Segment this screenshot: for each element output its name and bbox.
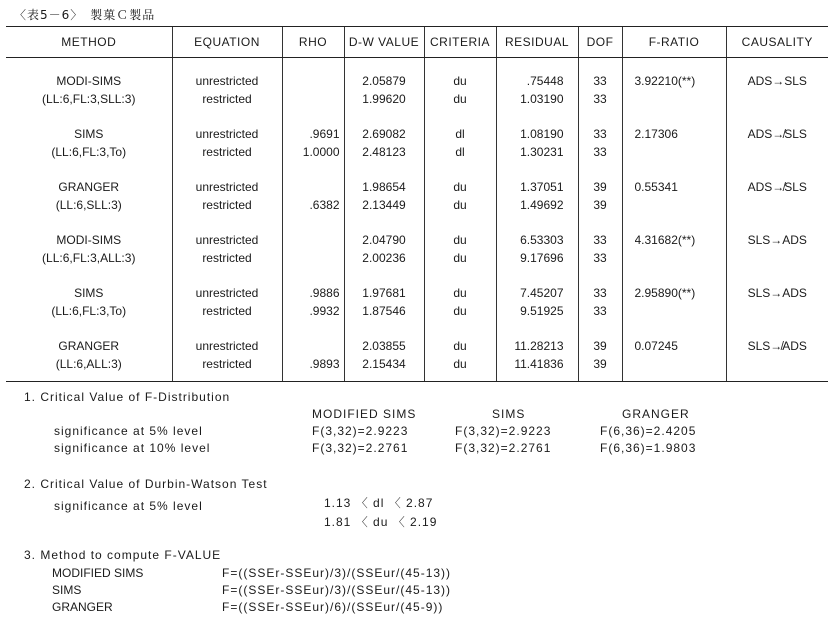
residual-line: 11.41836 <box>514 356 564 371</box>
criteria-line: du <box>453 250 467 265</box>
residual-line: 1.37051 <box>520 179 564 194</box>
method-line: (LL:6,FL:3,SLL:3) <box>42 91 136 106</box>
method-line: (LL:6,FL:3,To) <box>51 303 127 318</box>
cell-f-ratio <box>622 328 726 382</box>
header-residual: RESIDUAL <box>496 27 578 58</box>
criteria-line: dl <box>455 144 465 159</box>
dof-line: 39 <box>593 356 607 371</box>
causality-value: SLS→ADS <box>747 232 807 247</box>
dw-line: 1.87546 <box>362 303 406 318</box>
cell-equation <box>172 116 282 169</box>
cell-dof <box>578 275 622 328</box>
equation-line: restricted <box>202 197 252 212</box>
equation-line: restricted <box>202 144 252 159</box>
cell-residual <box>496 222 578 275</box>
dof-line: 39 <box>593 179 607 194</box>
cell-residual <box>496 58 578 117</box>
rho-line <box>283 72 340 90</box>
method-line: (LL:6,FL:3,ALL:3) <box>42 250 136 265</box>
note1-row2-v3: F(6,36)=1.9803 <box>600 441 697 455</box>
table-row <box>6 222 828 275</box>
rho-line: .9893 <box>309 356 340 371</box>
rho-line: .9691 <box>309 126 340 141</box>
residual-line: 7.45207 <box>520 285 564 300</box>
equation-line: unrestricted <box>195 179 259 194</box>
criteria-line: du <box>453 303 467 318</box>
note1-row1-label: significance at 5% level <box>54 424 203 438</box>
header-equation: EQUATION <box>172 27 282 58</box>
header-method: METHOD <box>6 27 172 58</box>
residual-line: 1.03190 <box>520 91 564 106</box>
cell-criteria <box>424 222 496 275</box>
cell-residual <box>496 116 578 169</box>
dw-line: 2.48123 <box>362 144 406 159</box>
note3-method-modified-sims: MODIFIED SIMS <box>52 566 144 580</box>
method-line: (LL:6,SLL:3) <box>55 197 122 212</box>
cell-dof <box>578 116 622 169</box>
cell-equation <box>172 58 282 117</box>
table-row <box>6 58 828 117</box>
cell-dof <box>578 328 622 382</box>
cell-criteria <box>424 169 496 222</box>
criteria-line: du <box>453 91 467 106</box>
cell-criteria <box>424 328 496 382</box>
cell-causality <box>726 58 828 117</box>
criteria-line: du <box>453 179 467 194</box>
causality-value: ADS↛SLS <box>747 126 807 141</box>
results-table <box>6 26 828 382</box>
criteria-line: du <box>453 197 467 212</box>
equation-line: restricted <box>202 356 252 371</box>
method-line: SIMS <box>74 285 104 300</box>
dof-line: 33 <box>593 73 607 88</box>
dw-line: 2.69082 <box>362 126 406 141</box>
equation-line: restricted <box>202 91 252 106</box>
f-ratio-value: 2.17306 <box>634 126 678 141</box>
dw-line: 2.04790 <box>362 232 406 247</box>
dof-line: 33 <box>593 285 607 300</box>
dw-line: 2.13449 <box>362 197 406 212</box>
residual-line: 11.28213 <box>514 338 564 353</box>
equation-line: unrestricted <box>195 126 259 141</box>
note1-row2-v1: F(3,32)=2.2761 <box>312 441 409 455</box>
cell-causality <box>726 222 828 275</box>
causality-value: SLS→ADS <box>747 285 807 300</box>
note3-method-granger: GRANGER <box>52 600 113 614</box>
cell-rho <box>282 275 344 328</box>
causality-value: ADS→SLS <box>747 73 807 88</box>
note1-row2-label: significance at 10% level <box>54 441 211 455</box>
residual-line: .75448 <box>526 73 564 88</box>
cell-dw <box>344 328 424 382</box>
dof-line: 39 <box>593 197 607 212</box>
table-caption: 〈表5－6〉 製菓Ｃ製品 <box>14 8 156 22</box>
cell-method <box>6 328 172 382</box>
cell-dw <box>344 169 424 222</box>
criteria-line: du <box>453 338 467 353</box>
cell-equation <box>172 169 282 222</box>
cell-method <box>6 222 172 275</box>
dof-line: 33 <box>593 126 607 141</box>
cell-causality <box>726 116 828 169</box>
dw-line: 1.97681 <box>362 285 406 300</box>
cell-criteria <box>424 116 496 169</box>
criteria-line: dl <box>455 126 465 141</box>
cell-f-ratio <box>622 222 726 275</box>
rho-line: 1.0000 <box>302 144 340 159</box>
cell-equation <box>172 328 282 382</box>
note2-line2: 1.81 〈 du 〈 2.19 <box>324 515 438 529</box>
method-line: SIMS <box>74 126 104 141</box>
cell-rho <box>282 222 344 275</box>
note1-col-sims: SIMS <box>492 407 526 421</box>
equation-line: unrestricted <box>195 285 259 300</box>
cell-causality <box>726 328 828 382</box>
cell-f-ratio <box>622 169 726 222</box>
criteria-line: du <box>453 285 467 300</box>
residual-line: 1.08190 <box>520 126 564 141</box>
cell-criteria <box>424 275 496 328</box>
rho-line: .6382 <box>309 197 340 212</box>
table-row <box>6 275 828 328</box>
method-line: (LL:6,FL:3,To) <box>51 144 127 159</box>
cell-residual <box>496 328 578 382</box>
note1-col-granger: GRANGER <box>622 407 690 421</box>
cell-equation <box>172 222 282 275</box>
dof-line: 33 <box>593 232 607 247</box>
f-ratio-value: 0.55341 <box>634 179 678 194</box>
residual-line: 1.49692 <box>520 197 564 212</box>
equation-line: restricted <box>202 303 252 318</box>
dw-line: 1.98654 <box>362 179 406 194</box>
residual-line: 1.30231 <box>520 144 564 159</box>
cell-dw <box>344 222 424 275</box>
method-line: GRANGER <box>58 179 120 194</box>
header-f-ratio: F-RATIO <box>622 27 726 58</box>
table-row <box>6 116 828 169</box>
cell-dof <box>578 169 622 222</box>
note3-title: 3. Method to compute F-VALUE <box>24 548 222 562</box>
cell-dw <box>344 116 424 169</box>
cell-dof <box>578 58 622 117</box>
rho-line <box>283 90 340 108</box>
cell-criteria <box>424 58 496 117</box>
cell-method <box>6 116 172 169</box>
cell-dof <box>578 222 622 275</box>
residual-line: 9.17696 <box>520 250 564 265</box>
rho-line <box>283 249 340 267</box>
dw-line: 1.99620 <box>362 91 406 106</box>
header-row <box>6 27 828 58</box>
f-ratio-value: 4.31682(**) <box>634 232 696 247</box>
f-ratio-value: 2.95890(**) <box>634 285 696 300</box>
note1-title: 1. Critical Value of F-Distribution <box>24 390 231 404</box>
note1-row1-v2: F(3,32)=2.9223 <box>455 424 552 438</box>
note3-formula-sims: F=((SSEr-SSEur)/3)/(SSEur/(45-13)) <box>222 583 452 597</box>
method-line: GRANGER <box>58 338 120 353</box>
f-ratio-value: 0.07245 <box>634 338 678 353</box>
header-criteria: CRITERIA <box>424 27 496 58</box>
dof-line: 33 <box>593 303 607 318</box>
criteria-line: du <box>453 232 467 247</box>
dw-line: 2.05879 <box>362 73 406 88</box>
cell-dw <box>344 275 424 328</box>
header-rho: RHO <box>282 27 344 58</box>
cell-rho <box>282 116 344 169</box>
cell-causality <box>726 275 828 328</box>
cell-method <box>6 58 172 117</box>
note1-row2-v2: F(3,32)=2.2761 <box>455 441 552 455</box>
rho-line <box>283 231 340 249</box>
rho-line: .9886 <box>309 285 340 300</box>
cell-dw <box>344 58 424 117</box>
cell-method <box>6 169 172 222</box>
note2-line1: 1.13 〈 dl 〈 2.87 <box>324 496 434 510</box>
dw-line: 2.15434 <box>362 356 406 371</box>
cell-rho <box>282 169 344 222</box>
dof-line: 39 <box>593 338 607 353</box>
header-dw-value: D-W VALUE <box>344 27 424 58</box>
cell-equation <box>172 275 282 328</box>
f-ratio-value: 3.92210(**) <box>634 73 696 88</box>
note3-method-sims: SIMS <box>52 583 82 597</box>
criteria-line: du <box>453 73 467 88</box>
note3-formula-modified-sims: F=((SSEr-SSEur)/3)/(SSEur/(45-13)) <box>222 566 452 580</box>
equation-line: unrestricted <box>195 73 259 88</box>
dof-line: 33 <box>593 91 607 106</box>
equation-line: unrestricted <box>195 338 259 353</box>
header-causality: CAUSALITY <box>726 27 828 58</box>
cell-causality <box>726 169 828 222</box>
note2-label: significance at 5% level <box>54 499 203 513</box>
note2-title: 2. Critical Value of Durbin-Watson Test <box>24 477 268 491</box>
criteria-line: du <box>453 356 467 371</box>
cell-residual <box>496 275 578 328</box>
cell-method <box>6 275 172 328</box>
rho-line <box>283 337 340 355</box>
dof-line: 33 <box>593 250 607 265</box>
rho-line <box>283 178 340 196</box>
method-line: (LL:6,ALL:3) <box>55 356 122 371</box>
dw-line: 2.00236 <box>362 250 406 265</box>
cell-f-ratio <box>622 275 726 328</box>
method-line: MODI-SIMS <box>56 232 122 247</box>
cell-residual <box>496 169 578 222</box>
table-row <box>6 328 828 382</box>
dof-line: 33 <box>593 144 607 159</box>
note1-row1-v1: F(3,32)=2.9223 <box>312 424 409 438</box>
method-line: MODI-SIMS <box>56 73 122 88</box>
cell-f-ratio <box>622 58 726 117</box>
header-dof: DOF <box>578 27 622 58</box>
note1-row1-v3: F(6,36)=2.4205 <box>600 424 697 438</box>
rho-line: .9932 <box>309 303 340 318</box>
equation-line: unrestricted <box>195 232 259 247</box>
causality-value: SLS↛ADS <box>747 338 807 353</box>
note1-col-modified-sims: MODIFIED SIMS <box>312 407 417 421</box>
equation-line: restricted <box>202 250 252 265</box>
note3-formula-granger: F=((SSEr-SSEur)/6)/(SSEur/(45-9)) <box>222 600 444 614</box>
residual-line: 6.53303 <box>520 232 564 247</box>
causality-value: ADS↛SLS <box>747 179 807 194</box>
dw-line: 2.03855 <box>362 338 406 353</box>
cell-rho <box>282 328 344 382</box>
residual-line: 9.51925 <box>520 303 564 318</box>
cell-rho <box>282 58 344 117</box>
table-row <box>6 169 828 222</box>
cell-f-ratio <box>622 116 726 169</box>
